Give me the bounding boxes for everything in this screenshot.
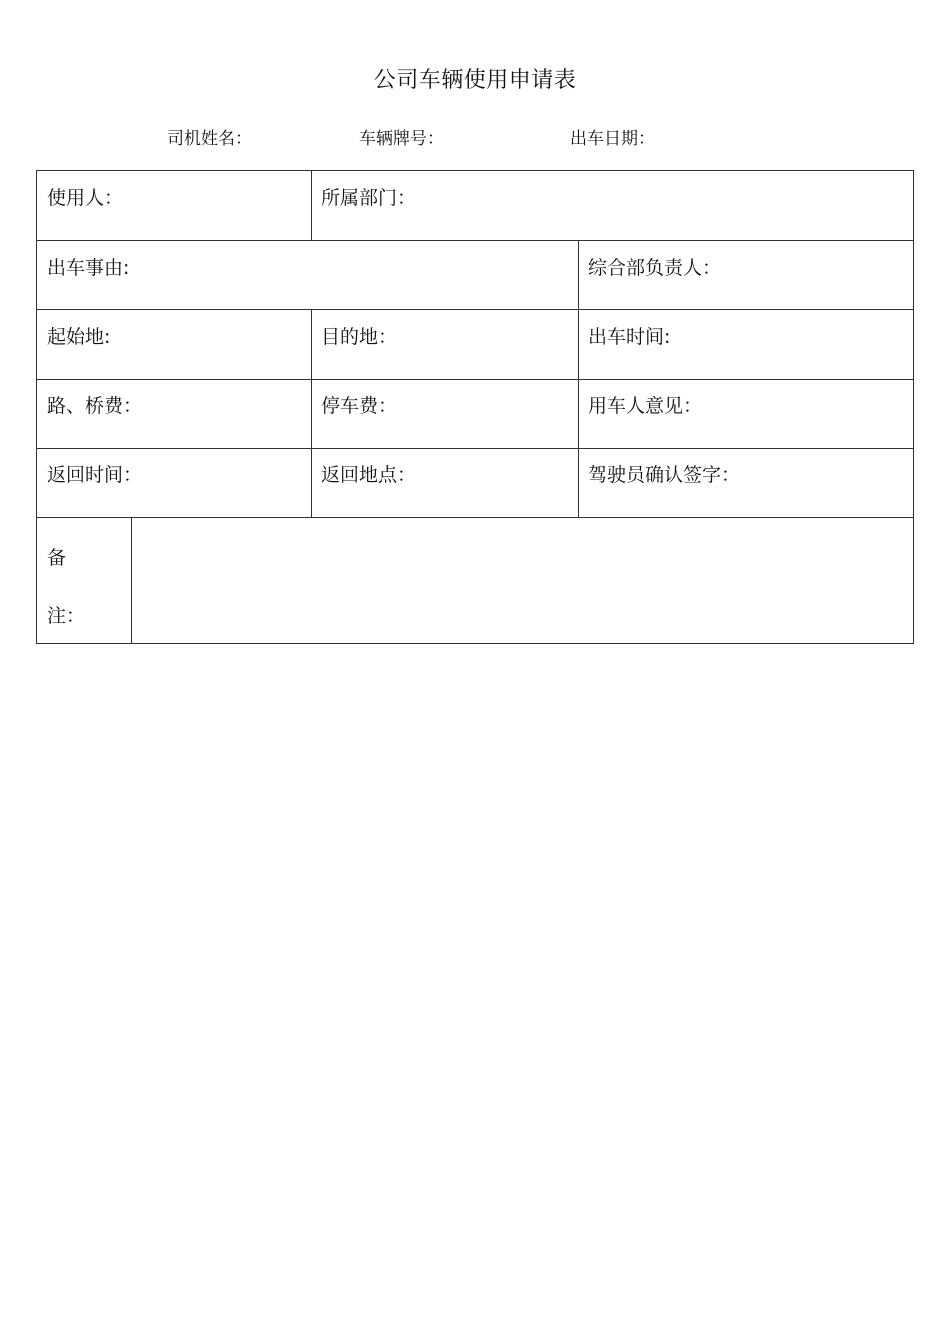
- driver-signature-cell[interactable]: 驾驶员确认签字：: [588, 464, 741, 486]
- destination-cell[interactable]: 目的地：: [321, 326, 398, 348]
- column-divider: [131, 517, 132, 644]
- row-divider: [37, 379, 913, 380]
- column-divider: [578, 240, 579, 309]
- vehicle-application-table: [36, 170, 914, 644]
- row-divider: [37, 517, 913, 518]
- admin-head-cell[interactable]: 综合部负责人：: [588, 257, 722, 279]
- parking-fee-cell[interactable]: 停车费：: [321, 395, 398, 417]
- department-cell[interactable]: 所属部门：: [321, 187, 417, 209]
- page-title: 公司车辆使用申请表: [373, 68, 577, 93]
- plate-number-field[interactable]: 车辆牌号：: [359, 129, 444, 149]
- return-place-cell[interactable]: 返回地点：: [321, 464, 417, 486]
- remarks-label: [47, 529, 85, 645]
- toll-fee-cell[interactable]: 路、桥费：: [47, 395, 143, 417]
- user-cell[interactable]: 使用人：: [47, 187, 124, 209]
- remarks-label-line1: 备: [47, 547, 67, 569]
- column-divider: [578, 309, 579, 517]
- departure-date-field[interactable]: 出车日期：: [570, 129, 655, 149]
- return-time-cell[interactable]: 返回时间：: [47, 464, 143, 486]
- row-divider: [37, 240, 913, 241]
- departure-time-cell[interactable]: 出车时间:: [588, 326, 671, 348]
- remarks-label-line2: 注：: [47, 605, 86, 627]
- column-divider: [311, 171, 312, 240]
- row-divider: [37, 448, 913, 449]
- driver-name-field[interactable]: 司机姓名：: [167, 129, 252, 149]
- column-divider: [311, 309, 312, 517]
- reason-cell[interactable]: 出车事由:: [47, 257, 130, 279]
- remarks-input-area[interactable]: [133, 519, 913, 643]
- row-divider: [37, 309, 913, 310]
- origin-cell[interactable]: 起始地:: [47, 326, 111, 348]
- user-opinion-cell[interactable]: 用车人意见：: [588, 395, 703, 417]
